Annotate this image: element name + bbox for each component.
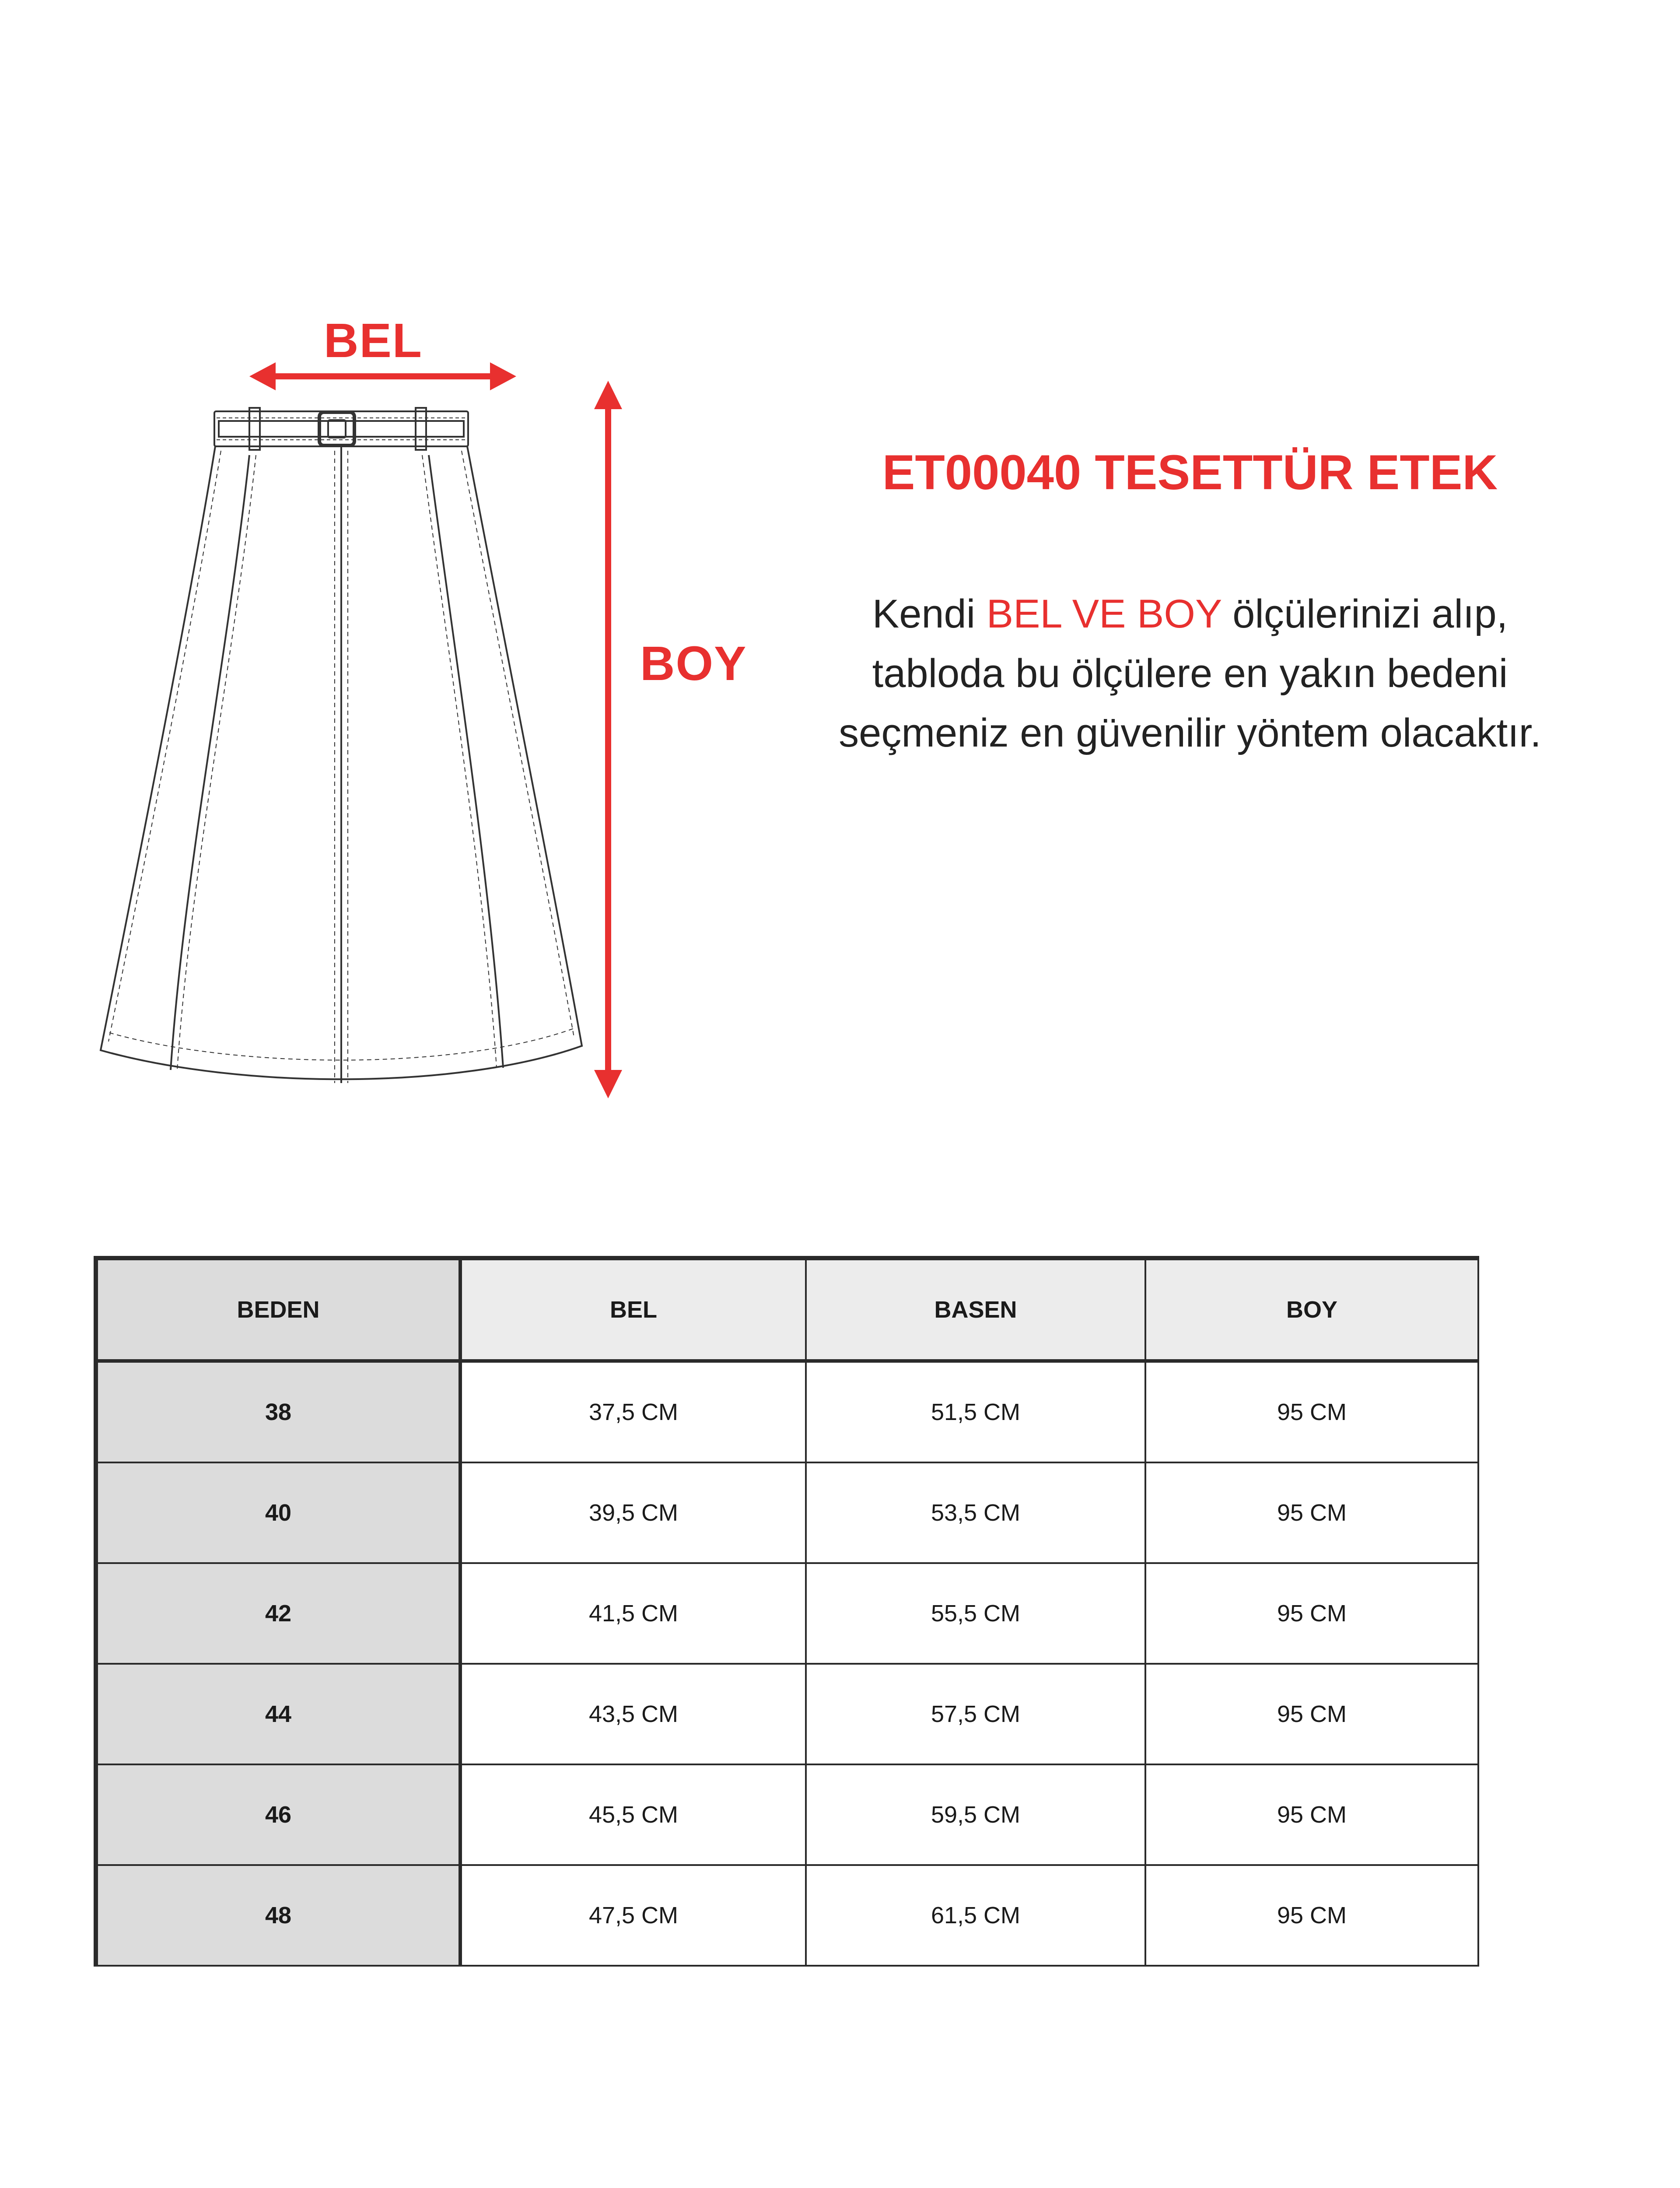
table-row [96, 1563, 1478, 1664]
table-row [96, 1361, 1478, 1462]
boy-cell: 95 CM [1145, 1865, 1478, 1966]
skirt-illustration [44, 306, 788, 1116]
boy-cell: 95 CM [1145, 1764, 1478, 1865]
basen-cell: 51,5 CM [806, 1361, 1145, 1462]
column-header-bel: BEL [460, 1258, 806, 1361]
instructions-text-start: Kendi [872, 592, 987, 636]
column-header-boy: BOY [1145, 1258, 1478, 1361]
boy-label: BOY [640, 637, 747, 691]
boy-arrow [594, 381, 622, 1098]
table-row [96, 1664, 1478, 1764]
skirt-diagram [44, 306, 788, 1116]
basen-cell: 61,5 CM [806, 1865, 1145, 1966]
size-cell: 40 [96, 1462, 460, 1563]
size-cell: 42 [96, 1563, 460, 1664]
size-cell: 48 [96, 1865, 460, 1966]
size-cell: 44 [96, 1664, 460, 1764]
bel-cell: 41,5 CM [460, 1563, 806, 1664]
boy-cell: 95 CM [1145, 1361, 1478, 1462]
bel-label: BEL [324, 314, 423, 368]
column-header-beden: BEDEN [96, 1258, 460, 1361]
bel-cell: 43,5 CM [460, 1664, 806, 1764]
product-title: ET00040 TESETTÜR ETEK [882, 445, 1498, 500]
column-header-basen: BASEN [806, 1258, 1145, 1361]
bel-cell: 45,5 CM [460, 1764, 806, 1865]
instructions-text-end: ölçülerinizi alıp, tabloda bu ölçülere en yakın bedeni seçmeniz en güvenilir yöntem olacaktır. [839, 592, 1541, 755]
measurement-instructions [822, 584, 1558, 763]
basen-cell: 55,5 CM [806, 1563, 1145, 1664]
table-row [96, 1865, 1478, 1966]
size-table [94, 1256, 1479, 1967]
size-cell: 46 [96, 1764, 460, 1865]
table-row [96, 1462, 1478, 1563]
basen-cell: 59,5 CM [806, 1764, 1145, 1865]
boy-cell: 95 CM [1145, 1664, 1478, 1764]
boy-cell: 95 CM [1145, 1563, 1478, 1664]
bel-cell: 39,5 CM [460, 1462, 806, 1563]
size-cell: 38 [96, 1361, 460, 1462]
basen-cell: 57,5 CM [806, 1664, 1145, 1764]
table-row [96, 1764, 1478, 1865]
boy-cell: 95 CM [1145, 1462, 1478, 1563]
basen-cell: 53,5 CM [806, 1462, 1145, 1563]
bel-cell: 47,5 CM [460, 1865, 806, 1966]
table-header-row [96, 1258, 1478, 1361]
bel-cell: 37,5 CM [460, 1361, 806, 1462]
instructions-highlight: BEL VE BOY [986, 592, 1222, 636]
